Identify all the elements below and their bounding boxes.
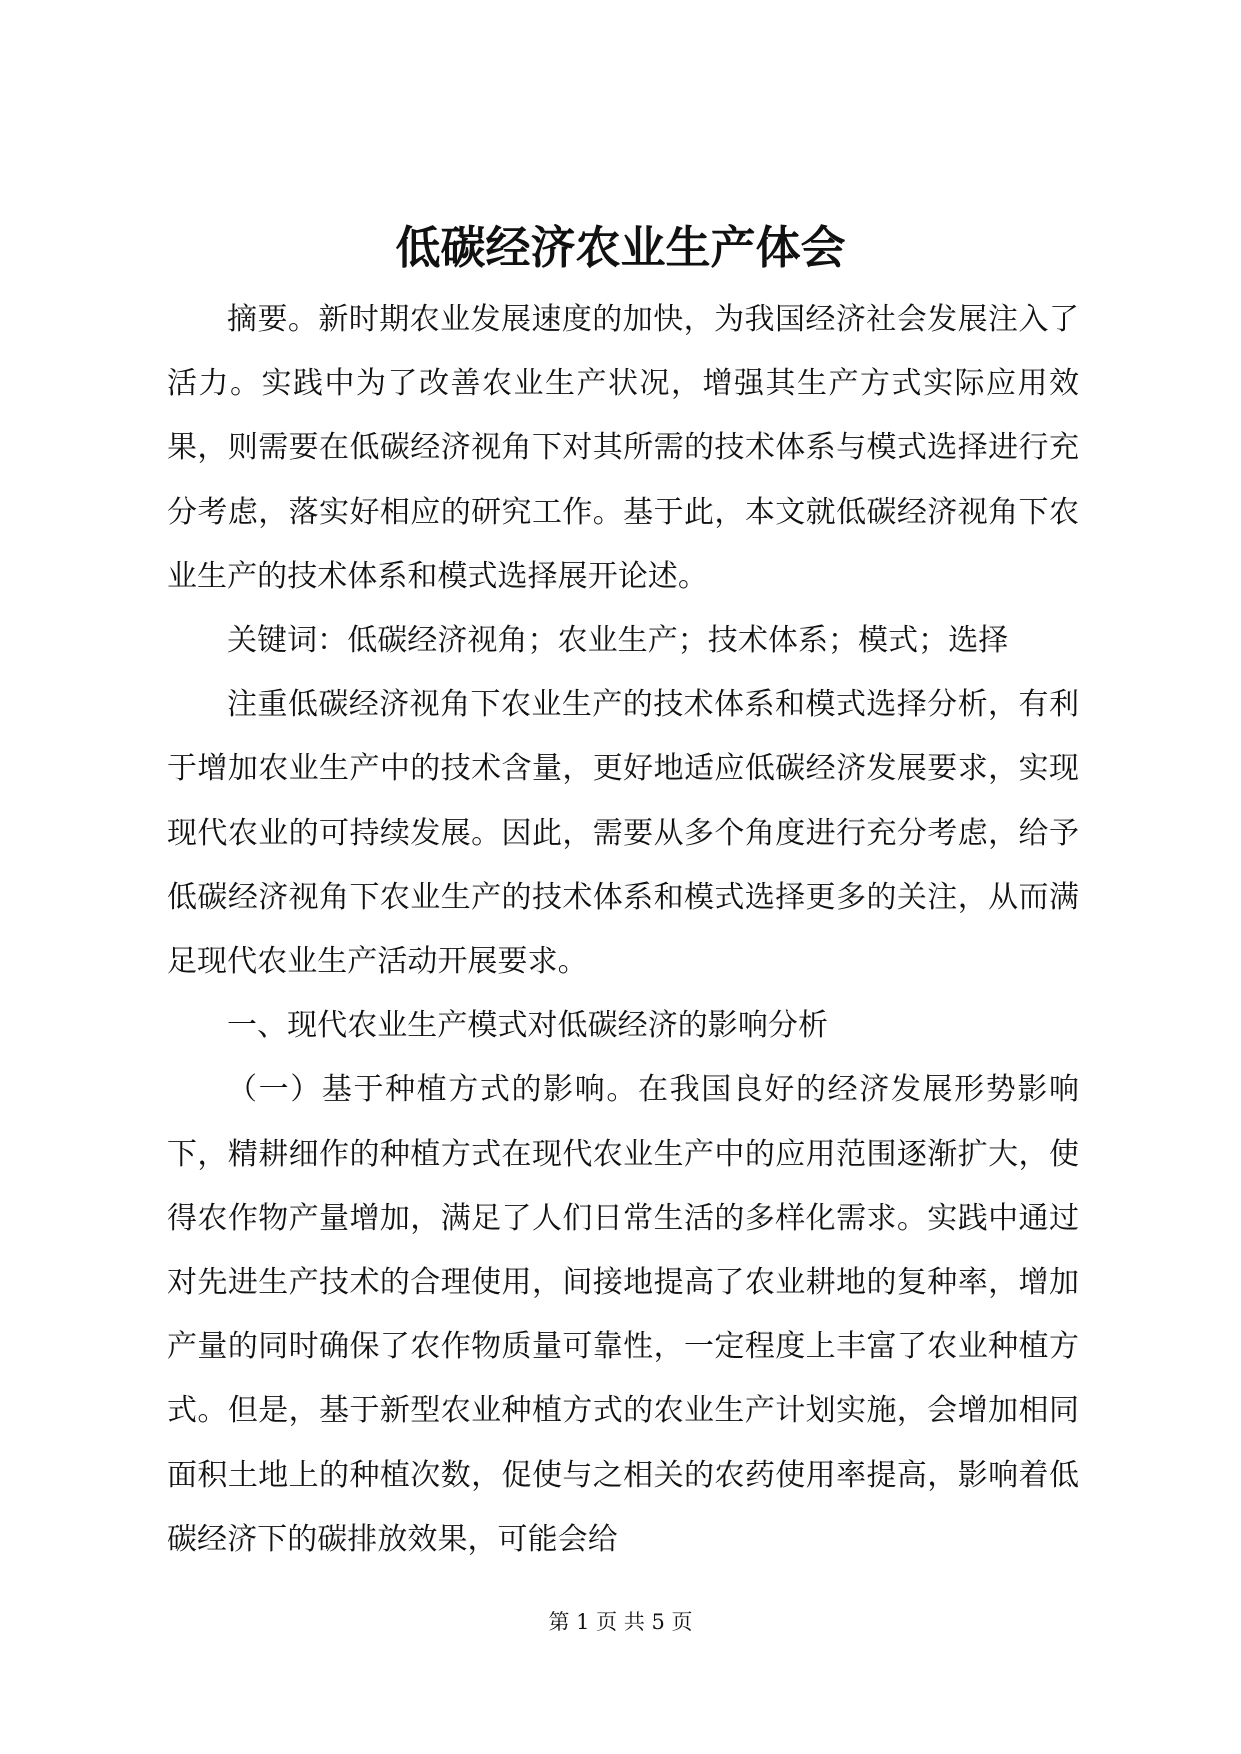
- intro-paragraph: 注重低碳经济视角下农业生产的技术体系和模式选择分析，有利于增加农业生产中的技术含量，更好地适应低碳经济发展要求，实现现代农业的可持续发展。因此，需要从多个角度进行充分考虑，给予低碳经济视角下农业生产的技术体系和模式选择更多的关注，从而满足现代农业生产活动开展要求。: [167, 687, 1079, 980]
- section-heading: 一、现代农业生产模式对低碳经济的影响分析: [227, 1008, 828, 1044]
- document-title: 低碳经济农业生产体会: [395, 221, 846, 274]
- keywords-paragraph: 关键词：低碳经济视角；农业生产；技术体系；模式；选择: [227, 623, 1009, 659]
- document-body: [167, 288, 1079, 1572]
- abstract-paragraph: 摘要。新时期农业发展速度的加快，为我国经济社会发展注入了活力。实践中为了改善农业生产状况，增强其生产方式实际应用效果，则需要在低碳经济视角下对其所需的技术体系与模式选择进行充分考虑，落实好相应的研究工作。基于此，本文就低碳经济视角下农业生产的技术体系和模式选择展开论述。: [167, 302, 1079, 594]
- body-paragraph: （一）基于种植方式的影响。在我国良好的经济发展形势影响下，精耕细作的种植方式在现代农业生产中的应用范围逐渐扩大，使得农作物产量增加，满足了人们日常生活的多样化需求。实践中通过对先进生产技术的合理使用，间接地提高了农业耕地的复种率，增加产量的同时确保了农作物质量可靠性，一定程度上丰富了农业种植方式。但是，基于新型农业种植方式的农业生产计划实施，会增加相同面积土地上的种植次数，促使与之相关的农药使用率提高，影响着低碳经济下的碳排放效果，可能会给: [167, 1072, 1079, 1557]
- page-number-footer: 第 1 页 共 5 页: [548, 1610, 693, 1634]
